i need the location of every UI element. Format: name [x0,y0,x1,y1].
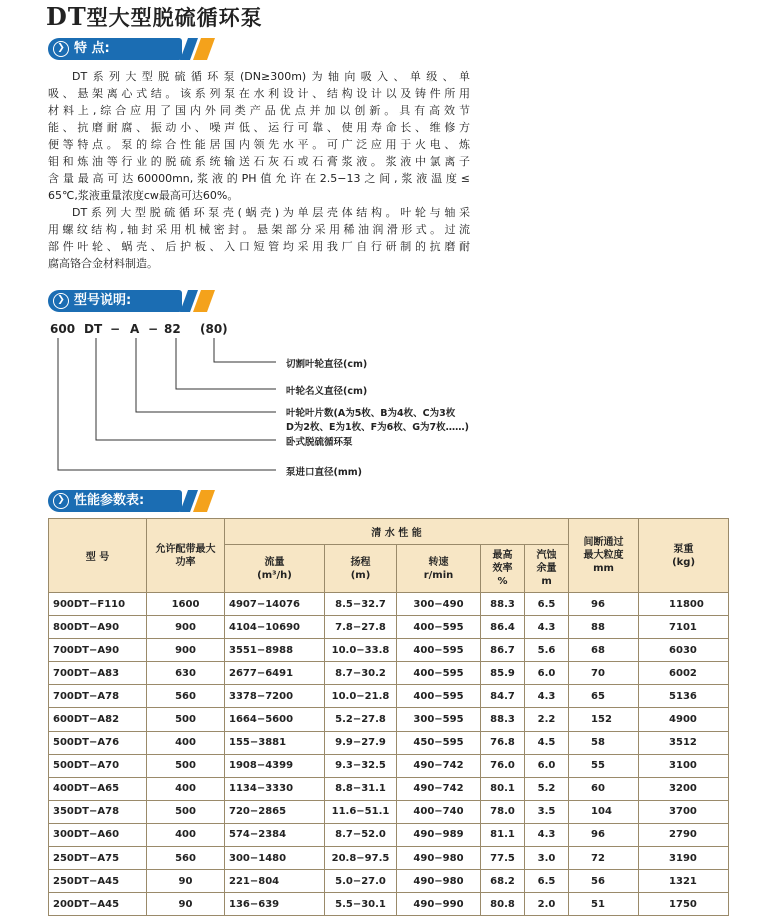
cell-model: 700DT−A83 [49,662,147,685]
table-row [49,593,729,616]
code-diameter: 600 [50,322,76,336]
title-text: 型大型脱硫循环泵 [86,5,263,30]
header-flow: 流量 (m³/h) [225,545,325,593]
features-text [48,68,470,272]
code-impeller: 82 [164,322,181,336]
code-dash: − [110,322,121,336]
cell-weight: 7101 [639,616,729,639]
cell-flow: 4104−10690 [225,616,325,639]
cell-flow: 300−1480 [225,847,325,870]
cell-npsh: 2.2 [525,708,569,731]
table-row [49,731,729,754]
header-particle: 间断通过最大粒度 mm [569,519,639,593]
performance-table-body [49,593,729,916]
features-heading [48,38,208,60]
cell-power: 400 [147,823,225,846]
legend-inlet-diameter: 泵进口直径(mm) [286,467,362,478]
text-line: 钼和炼油等行业的脱硫系统输送石灰石或石膏浆液。浆液中氯离子 [48,155,470,168]
cell-weight: 4900 [639,708,729,731]
cell-head: 5.2−27.8 [325,708,397,731]
cell-head: 8.7−52.0 [325,823,397,846]
cell-head: 11.6−51.1 [325,800,397,823]
text-line: 吸、悬架离心式结。该系列泵在水利设计、结构设计以及铸件所用 [48,87,470,100]
cell-npsh: 6.0 [525,662,569,685]
cell-efficiency: 76.8 [481,731,525,754]
cell-speed: 400−595 [397,662,481,685]
header-npsh: 汽蚀余量 m [525,545,569,593]
text-line: 用螺纹结构,轴封采用机械密封。悬架部分采用稀油润滑形式。过流 [48,223,470,236]
cell-speed: 400−595 [397,639,481,662]
cell-speed: 490−989 [397,823,481,846]
cell-power: 400 [147,777,225,800]
text-line: DT系列大型脱硫循环泵(DN≥300m)为轴向吸入、单级、单 [72,70,470,83]
table-row [49,754,729,777]
legend-blade-count: 叶轮叶片数(A为5枚、B为4枚、C为3枚 [286,408,456,419]
cell-model: 200DT−A45 [49,893,147,916]
table-row [49,800,729,823]
text-line: 能、抗磨耐腐、振动小、噪声低、运行可靠、使用寿命长、维修方 [48,121,470,134]
cell-flow: 136−639 [225,893,325,916]
cell-particle: 56 [569,870,639,893]
cell-flow: 3551−8988 [225,639,325,662]
cell-speed: 400−740 [397,800,481,823]
code-blades: A [130,322,140,336]
cell-efficiency: 86.7 [481,639,525,662]
text-line: 材料上,综合应用了国内外同类产品优点并加以创新。具有高效节 [48,104,470,117]
cell-particle: 55 [569,754,639,777]
cell-power: 900 [147,639,225,662]
cell-weight: 3100 [639,754,729,777]
cell-weight: 1750 [639,893,729,916]
chevron-right-icon: ❯ [53,293,69,309]
legend-blade-count-2: D为2枚、E为1枚、F为6枚、G为7枚……) [286,422,469,433]
header-head: 扬程 (m) [325,545,397,593]
legend-pump-type: 卧式脱硫循环泵 [286,437,353,448]
chevron-right-icon: ❯ [53,493,69,509]
cell-speed: 490−742 [397,777,481,800]
cell-model: 250DT−A75 [49,847,147,870]
table-row [49,708,729,731]
cell-model: 900DT−F110 [49,593,147,616]
cell-head: 9.9−27.9 [325,731,397,754]
cell-weight: 2790 [639,823,729,846]
cell-power: 560 [147,685,225,708]
cell-power: 900 [147,616,225,639]
cell-model: 700DT−A78 [49,685,147,708]
cell-efficiency: 88.3 [481,708,525,731]
cell-flow: 1134−3330 [225,777,325,800]
cell-weight: 1321 [639,870,729,893]
text-line: DT系列大型脱硫循环泵壳(蜗壳)为单层壳体结构。叶轮与轴采 [72,206,470,219]
cell-particle: 60 [569,777,639,800]
cell-flow: 4907−14076 [225,593,325,616]
cell-npsh: 4.5 [525,731,569,754]
cell-npsh: 5.6 [525,639,569,662]
cell-speed: 490−980 [397,870,481,893]
cell-speed: 490−980 [397,847,481,870]
cell-speed: 490−990 [397,893,481,916]
code-dash: − [148,322,159,336]
cell-weight: 5136 [639,685,729,708]
cell-efficiency: 80.1 [481,777,525,800]
cell-flow: 1664−5600 [225,708,325,731]
cell-power: 500 [147,708,225,731]
cell-npsh: 4.3 [525,616,569,639]
performance-table [48,518,729,916]
cell-particle: 58 [569,731,639,754]
table-row [49,616,729,639]
cell-particle: 51 [569,893,639,916]
cell-flow: 3378−7200 [225,685,325,708]
cell-model: 500DT−A70 [49,754,147,777]
cell-particle: 96 [569,823,639,846]
cell-power: 500 [147,754,225,777]
performance-heading-label: 性能参数表: [74,493,145,508]
cell-weight: 6030 [639,639,729,662]
cell-particle: 152 [569,708,639,731]
header-efficiency: 最高效率 % [481,545,525,593]
cell-power: 90 [147,870,225,893]
cell-power: 560 [147,847,225,870]
cell-model: 800DT−A90 [49,616,147,639]
table-row [49,823,729,846]
cell-power: 400 [147,731,225,754]
cell-npsh: 5.2 [525,777,569,800]
cell-efficiency: 84.7 [481,685,525,708]
cell-npsh: 6.5 [525,870,569,893]
cell-weight: 3700 [639,800,729,823]
cell-particle: 72 [569,847,639,870]
cell-npsh: 2.0 [525,893,569,916]
code-type: DT [84,322,103,336]
text-line: 含量最高可达60000mn,浆液的PH值允许在2.5−13之间,浆液温度≤ [48,172,470,185]
cell-npsh: 6.0 [525,754,569,777]
cell-weight: 3190 [639,847,729,870]
cell-flow: 2677−6491 [225,662,325,685]
cell-power: 1600 [147,593,225,616]
cell-efficiency: 76.0 [481,754,525,777]
table-row [49,777,729,800]
cell-head: 10.0−21.8 [325,685,397,708]
cell-power: 500 [147,800,225,823]
header-model: 型 号 [49,519,147,593]
cell-npsh: 3.5 [525,800,569,823]
cell-weight: 3512 [639,731,729,754]
page-title [46,2,263,32]
cell-npsh: 6.5 [525,593,569,616]
cell-efficiency: 78.0 [481,800,525,823]
cell-particle: 104 [569,800,639,823]
cell-efficiency: 80.8 [481,893,525,916]
cell-npsh: 4.3 [525,823,569,846]
performance-heading [48,490,208,512]
cell-efficiency: 68.2 [481,870,525,893]
table-row [49,870,729,893]
header-clear-water: 清 水 性 能 [225,519,569,545]
model-heading [48,290,208,312]
cell-speed: 490−742 [397,754,481,777]
cell-particle: 65 [569,685,639,708]
cell-power: 90 [147,893,225,916]
cell-particle: 88 [569,616,639,639]
table-row [49,639,729,662]
header-weight: 泵重 (kg) [639,519,729,593]
cell-efficiency: 85.9 [481,662,525,685]
cell-head: 5.5−30.1 [325,893,397,916]
cell-efficiency: 81.1 [481,823,525,846]
cell-model: 250DT−A45 [49,870,147,893]
cell-flow: 574−2384 [225,823,325,846]
table-row [49,662,729,685]
table-row [49,847,729,870]
cell-efficiency: 77.5 [481,847,525,870]
cell-speed: 300−595 [397,708,481,731]
cell-weight: 3200 [639,777,729,800]
model-heading-label: 型号说明: [74,293,132,308]
features-heading-label: 特 点: [74,41,110,56]
cell-speed: 450−595 [397,731,481,754]
cell-head: 8.5−32.7 [325,593,397,616]
cell-model: 300DT−A60 [49,823,147,846]
cell-model: 500DT−A76 [49,731,147,754]
cell-head: 10.0−33.8 [325,639,397,662]
cell-model: 700DT−A90 [49,639,147,662]
cell-head: 8.8−31.1 [325,777,397,800]
header-power: 允许配带最大功率 [147,519,225,593]
cell-weight: 11800 [639,593,729,616]
legend-cut-diameter: 切割叶轮直径(cm) [286,359,368,370]
cell-speed: 400−595 [397,616,481,639]
cell-head: 20.8−97.5 [325,847,397,870]
cell-npsh: 4.3 [525,685,569,708]
cell-npsh: 3.0 [525,847,569,870]
cell-efficiency: 88.3 [481,593,525,616]
cell-particle: 68 [569,639,639,662]
cell-speed: 300−490 [397,593,481,616]
cell-flow: 155−3881 [225,731,325,754]
cell-flow: 720−2865 [225,800,325,823]
text-line: 部件叶轮、蜗壳、后护板、入口短管均采用我厂自行研制的抗磨耐 [48,240,470,253]
text-line: 便等特点。泵的综合性能居国内领先水平。可广泛应用于火电、炼 [48,138,470,151]
cell-flow: 221−804 [225,870,325,893]
cell-head: 7.8−27.8 [325,616,397,639]
cell-particle: 96 [569,593,639,616]
legend-impeller-diameter: 叶轮名义直径(cm) [286,386,368,397]
cell-flow: 1908−4399 [225,754,325,777]
cell-particle: 70 [569,662,639,685]
cell-efficiency: 86.4 [481,616,525,639]
chevron-right-icon: ❯ [53,41,69,57]
cell-model: 600DT−A82 [49,708,147,731]
table-row [49,685,729,708]
cell-weight: 6002 [639,662,729,685]
table-row [49,893,729,916]
cell-model: 350DT−A78 [49,800,147,823]
header-speed: 转速 r/min [397,545,481,593]
cell-head: 5.0−27.0 [325,870,397,893]
text-line: 65℃,浆液重量浓度cw最高可达60%。 [48,189,239,202]
code-cut: (80) [200,322,228,336]
text-line: 腐高铬合金材料制造。 [48,257,158,270]
cell-head: 9.3−32.5 [325,754,397,777]
cell-power: 630 [147,662,225,685]
title-prefix: DT [46,2,87,31]
cell-speed: 400−595 [397,685,481,708]
cell-model: 400DT−A65 [49,777,147,800]
cell-head: 8.7−30.2 [325,662,397,685]
